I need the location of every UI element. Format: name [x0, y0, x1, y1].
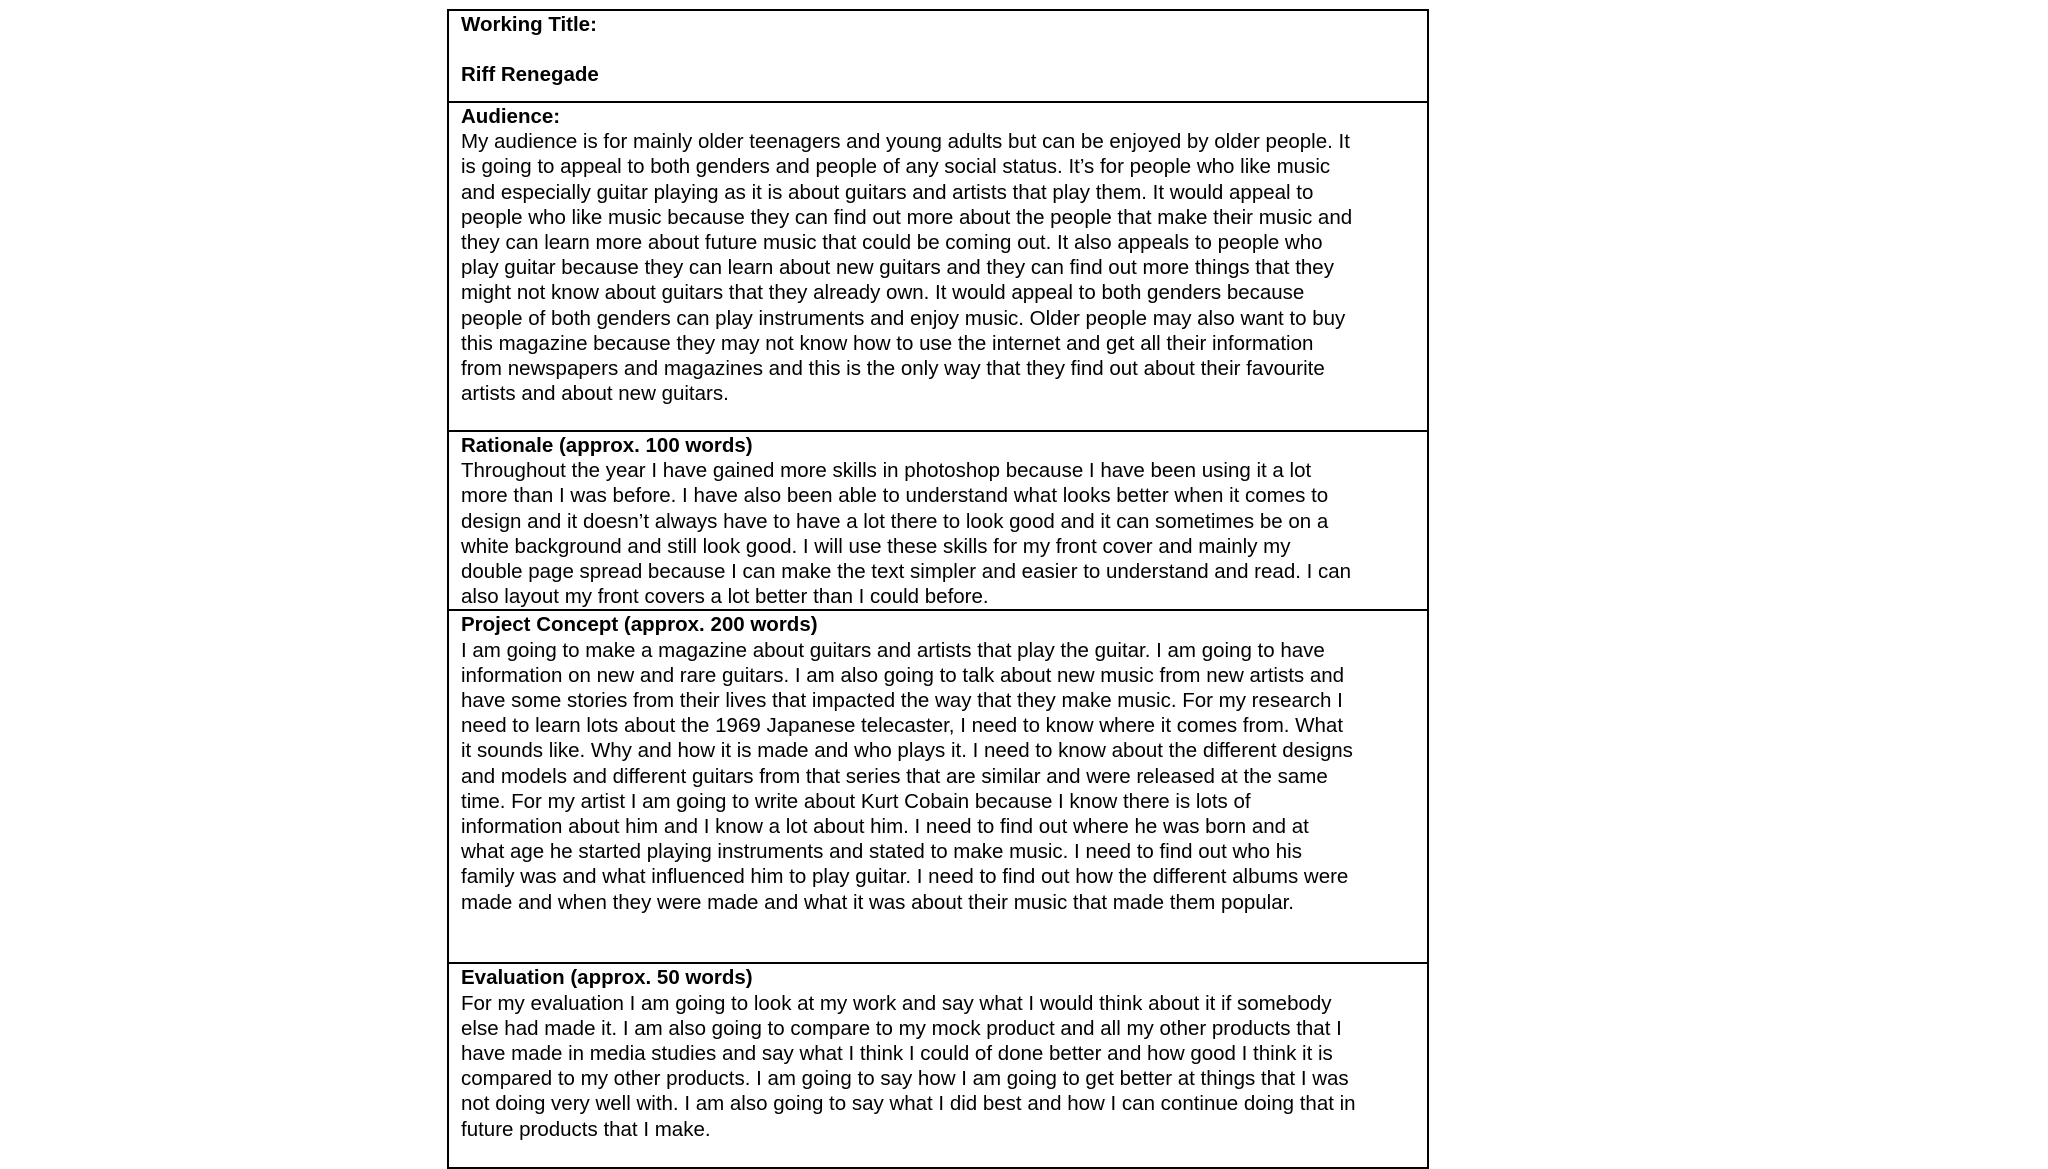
- audience-cell: [448, 102, 1428, 431]
- title-spacer: [461, 37, 1415, 62]
- rationale-body: Throughout the year I have gained more skills in photoshop because I have been using it a lot more than I was before. I have also been able to understand what looks better when it comes to design and it doesn’t always have to have a lot there to look good and it can sometimes be on a white background and still look good. I will use these skills for my front cover and mainly my double page spread because I can make the text simpler and easier to understand and read. I can also layout my front covers a lot better than I could before.: [461, 459, 1352, 609]
- evaluation-row: [448, 963, 1428, 1168]
- audience-body: My audience is for mainly older teenagers and young adults but can be enjoyed by older people. It is going to appeal to both genders and people of any social status. It’s for people who like music and especially guitar playing as it is about guitars and artists that play them. It would appeal to people who like music because they can find out more about the people that make their music and they can learn more about future music that could be coming out. It also appeals to people who play guitar because they can learn about new guitars and they can find out more things that they might not know about guitars that they already own. It would appeal to both genders because people of both genders can play instruments and enjoy music. Older people may also want to buy this magazine because they may not know how to use the internet and get all their information from newspapers and magazines and this is the only way that they find out about their favourite artists and about new guitars.: [461, 130, 1353, 406]
- audience-row: [448, 102, 1428, 431]
- rationale-cell: [448, 431, 1428, 610]
- project-concept-row: [448, 610, 1428, 963]
- project-concept-heading: Project Concept (approx. 200 words): [461, 613, 818, 637]
- working-title-heading: Working Title:: [461, 13, 597, 36]
- audience-heading: Audience:: [461, 105, 561, 128]
- rationale-heading: Rationale (approx. 100 words): [461, 434, 753, 457]
- working-title-cell: [448, 10, 1428, 102]
- evaluation-body: For my evaluation I am going to look at my work and say what I would think about it if somebody else had made it. I am also going to compare to my mock product and all my other products that I have made in media studies and say what I think I could of done better and how good I think it is compared to my other products. I am going to say how I am going to get better at things that I was not doing very well with. I am also going to say what I did best and how I can continue doing that in future products that I make.: [461, 991, 1356, 1141]
- rationale-row: [448, 431, 1428, 610]
- working-title-value: Riff Renegade: [461, 63, 599, 87]
- evaluation-heading: Evaluation (approx. 50 words): [461, 966, 753, 990]
- project-concept-cell: [448, 610, 1428, 963]
- working-title-row: [448, 10, 1428, 102]
- proposal-table: [447, 9, 1429, 1169]
- evaluation-cell: [448, 963, 1428, 1168]
- project-concept-body: I am going to make a magazine about guitars and artists that play the guitar. I am going to have information on new and rare guitars. I am also going to talk about new music from new artists and have some stories from their lives that impacted the way that they make music. For my research I need to learn lots about the 1969 Japanese telecaster, I need to know where it comes from. What it sounds like. Why and how it is made and who plays it. I need to know about the different designs and models and different guitars from that series that are similar and were released at the same time. For my artist I am going to write about Kurt Cobain because I know there is lots of information about him and I know a lot about him. I need to find out where he was born and at what age he started playing instruments and stated to make music. I need to find out who his family was and what influenced him to play guitar. I need to find out how the different albums were made and when they were made and what it was about their music that made them popular.: [461, 638, 1353, 914]
